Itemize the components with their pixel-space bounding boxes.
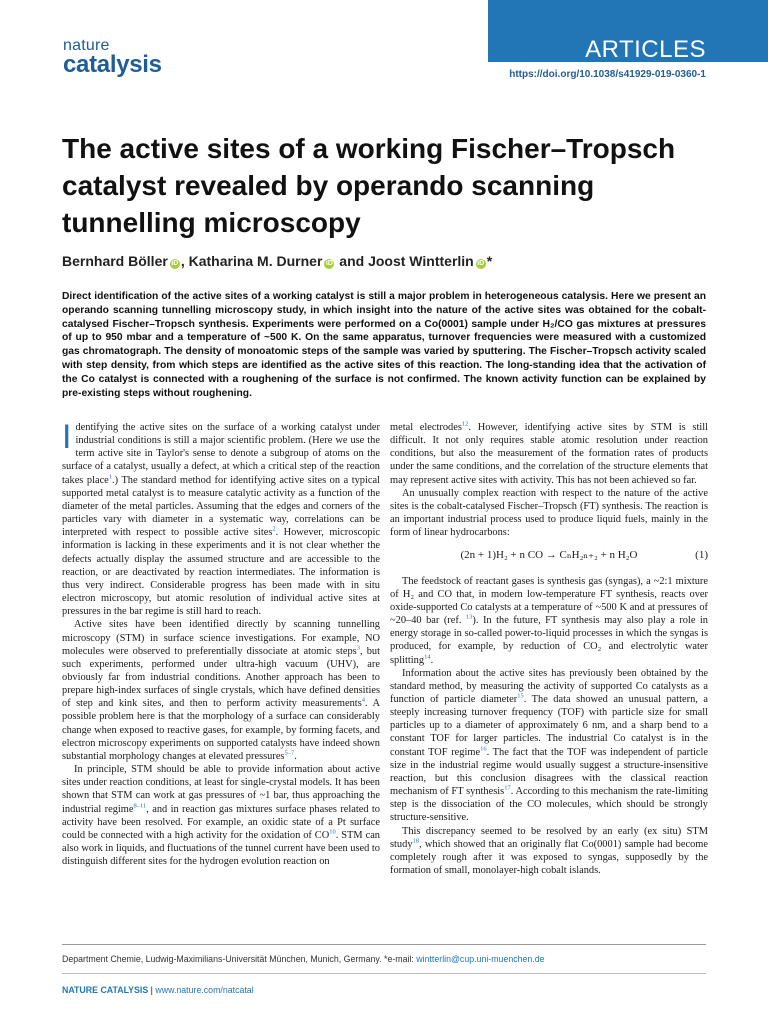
footnote-divider xyxy=(62,944,706,945)
affiliation-text: Department Chemie, Ludwig-Maximilians-Universität München, Munich, Germany. *e-mail: xyxy=(62,954,417,964)
article-title: The active sites of a working Fischer–Tropsch catalyst revealed by operando scanning tunnelling microscopy xyxy=(62,133,676,238)
paragraph-text: Active sites have been identified directly by scanning tunnelling microscopy (STM) in surface science investigations. For example, NO molecules were observed to preferentially dissociate at atomic steps xyxy=(62,619,380,657)
orcid-icon[interactable]: iD xyxy=(477,260,485,267)
author-name[interactable]: Joost Wintterlin xyxy=(368,253,474,269)
citation-ref[interactable]: 1 xyxy=(108,473,113,481)
paragraph xyxy=(62,618,380,763)
footer-journal: NATURE CATALYSIS xyxy=(62,985,149,995)
paragraph xyxy=(390,825,708,878)
body-column-left xyxy=(62,418,381,868)
paragraph-text: This discrepancy seemed to be resolved by an early (ex situ) STM study xyxy=(390,825,708,850)
journal-logo[interactable] xyxy=(63,38,162,77)
paragraph-text: . xyxy=(294,750,297,762)
paragraph xyxy=(390,575,708,667)
paragraph-text: dentifying the active sites on the surface of a working catalyst under industrial conditions is still a major scientific problem. (Here we use the term active site in Taylor's sense to denote a subgroup of atoms on the surface of a catalyst, usually a defect, at which a critical step of the reaction takes place xyxy=(62,422,380,486)
footer-url[interactable]: www.nature.com/natcatal xyxy=(155,985,254,995)
orcid-icon[interactable]: iD xyxy=(171,260,179,267)
equation-body: (2n + 1)H₂ + n CO → CₙH₂ₙ₊₂ + n H₂O xyxy=(460,549,638,562)
doi-link[interactable]: https://doi.org/10.1038/s41929-019-0360-1 xyxy=(509,69,706,80)
author-list xyxy=(62,253,492,269)
citation-ref[interactable]: 5–7 xyxy=(284,749,295,757)
paragraph xyxy=(390,667,708,825)
citation-ref[interactable]: 14 xyxy=(424,653,431,661)
footer-divider xyxy=(62,973,706,974)
paragraph-text: . According to this mechanism the rate-limiting step is the dissociation of the CO molecules, which should be strongly structure-sensitive. xyxy=(390,786,708,824)
paragraph-text: ). In the future, FT synthesis may also play a role in energy storage in so-called power-to-liquid processes in which the syngas is produced, for example, by reduction of CO₂ and electrolytic water splitting xyxy=(390,615,709,666)
paragraph xyxy=(390,421,708,487)
equation xyxy=(390,549,708,562)
equation-number: (1) xyxy=(695,549,708,562)
citation-ref[interactable]: 16 xyxy=(480,745,487,753)
citation-ref[interactable]: 2 xyxy=(272,525,276,533)
affiliation-footnote xyxy=(62,954,545,964)
paragraph: An unusually complex reaction with respect to the nature of the active sites is the cobalt-catalysed Fischer–Tropsch (FT) synthesis. The reaction is an important industrial process used to produce liquid fuels, mainly in the form of linear hydrocarbons: xyxy=(390,487,708,539)
footer-separator: | xyxy=(148,985,156,995)
paragraph-text: , which showed that an originally flat Co(0001) sample had become completely rough after it was exposed to syngas, supposedly by the formation of small, monolayer-high cobalt islands. xyxy=(390,838,708,876)
orcid-icon[interactable]: iD xyxy=(325,260,333,267)
paragraph-text: . The fact that the TOF was independent of particle size in the industrial regime would usually suggest a structure-insensitive reaction, but this conclusion disagrees with the classical reaction mechanism of FT synthesis xyxy=(390,746,708,798)
corresponding-author-marker: * xyxy=(486,253,493,269)
paragraph-text: , but such experiments, performed under ultra-high vacuum (UHV), are obviously far from industrial conditions. Another approach has been to prepare high-index surfaces of single crystals, which have defined densities of step and kink sites, and then to perform activity measurements xyxy=(62,645,380,710)
paragraph xyxy=(62,763,380,868)
drop-cap: I xyxy=(62,418,72,456)
citation-ref[interactable]: 4 xyxy=(361,696,365,704)
paragraph-text: In principle, STM should be able to provide information about active sites under reaction conditions, at least for single-crystal models. It has been shown that STM can work at gas pressures of ~1 bar, thus approaching the industrial regime xyxy=(62,764,380,815)
abstract: Direct identification of the active sites of a working catalyst is still a major problem in heterogeneous catalysis. Here we present an operando scanning tunnelling microscopy study, in which insight into the nature of the active sites was obtained for the cobalt-catalysed Fischer–Tropsch synthesis. Experiments were performed on a Co(0001) sample under H₂/CO gas mixtures at pressures of up to 950 mbar and a temperature of ~500 K. On the same apparatus, turnover frequencies were measured with a customized gas chromatograph. The density of monoatomic steps of the sample was varied by sputtering. The Fischer–Tropsch activity scaled with step density, from which steps are identified as the active sites of this reaction. The long-standing idea that the activation of the Co catalyst is connected with a roughening of the surface is not confirmed. The known activity function can be explained by pre-existing steps without roughening. xyxy=(62,291,706,399)
author-name[interactable]: Katharina M. Durner xyxy=(188,253,323,269)
author-name[interactable]: Bernhard Böller xyxy=(62,253,168,269)
logo-line2: catalysis xyxy=(63,51,162,78)
paragraph-text: metal electrodes xyxy=(390,422,462,433)
paragraph-text: . xyxy=(430,654,434,666)
paragraph-text: . A possible problem here is that the morphology of a surface can considerably change when exposed to reactive gases, for example, by forming facets, and electron microscopy experiments on supported catalysts have indeed shown substantial morphology changes at elevated pressures xyxy=(62,698,380,762)
paragraph-text: . The data showed an unusual pattern, a steeply increasing turnover frequency (TOF) with particle size for small particles up to a diameter of approximately 6 nm, and a sharp bend to a constant TOF for larger particles. The industrial Co catalyst is in the constant TOF regime xyxy=(390,693,708,758)
citation-ref[interactable]: 15 xyxy=(517,692,524,700)
body-column-right xyxy=(390,421,708,877)
citation-ref[interactable]: 10 xyxy=(329,828,336,836)
paragraph xyxy=(62,418,380,618)
page-footer xyxy=(62,985,254,995)
citation-ref[interactable]: 8–11 xyxy=(133,802,147,810)
paragraph-text: , and in reaction gas mixtures surface phases related to activity have been resolved. For example, an oxidic state of a Pt surface could be connected with a high activity for the oxidation of CO xyxy=(62,803,381,841)
author-separator: and xyxy=(335,253,369,269)
paragraph-text: . STM can also work in liquids, and fluctuations of the tunnel current have been used to distinguish different sites for the hydrogen evolution reaction on xyxy=(62,829,380,868)
section-label: ARTICLES xyxy=(585,36,706,63)
citation-ref[interactable]: 13 xyxy=(465,613,473,621)
paragraph-text: . However, microscopic information is lacking in these experiments and it is not clear whether the defects actually display the assumed structure and are accessible to the reaction, or are deactivated by reaction intermediates. The information is thus very indirect. Considerable progress has been made with in situ electron microscopy, but atomic resolution of individual active sites at pressures in the bar regime is still hard to reach. xyxy=(62,527,380,618)
citation-ref[interactable]: 3 xyxy=(356,644,360,652)
citation-ref[interactable]: 12 xyxy=(461,420,469,428)
email-link[interactable]: wintterlin@cup.uni-muenchen.de xyxy=(416,954,545,964)
author-separator: , xyxy=(180,253,189,269)
paragraph-text: .) The standard method for identifying active sites on a typical supported metal catalyst is to measure catalytic activity as a function of the diameter of the metal particles. Assuming that the edges and corners of the particles vary with diameter in a systematic way, correlations can be interpreted with respect to possible active sites xyxy=(62,474,380,539)
paragraph-text: Information about the active sites has previously been obtained by the standard method, by measuring the activity of supported Co catalysts as a function of particle diameter xyxy=(390,667,708,705)
citation-ref[interactable]: 17 xyxy=(504,784,511,792)
logo-line1: nature xyxy=(63,37,110,54)
citation-ref[interactable]: 18 xyxy=(412,837,420,845)
paragraph-text: . However, identifying active sites by STM is still difficult. It not only requires stable atomic resolution under reaction conditions, but also the measurement of the formation rates of products under the same conditions, and the correlation of the structure elements that may represent active sites with activity. This has not been achieved so far. xyxy=(390,422,709,486)
paragraph-text: The feedstock of reactant gases is synthesis gas (syngas), a ~2:1 mixture of H₂ and CO that, in modern low-temperature FT synthesis, reacts over oxide-supported Co catalysts at a temperature of ~500 K and at pressures of ~20–40 bar (ref. xyxy=(390,575,708,627)
section-banner xyxy=(488,0,768,62)
